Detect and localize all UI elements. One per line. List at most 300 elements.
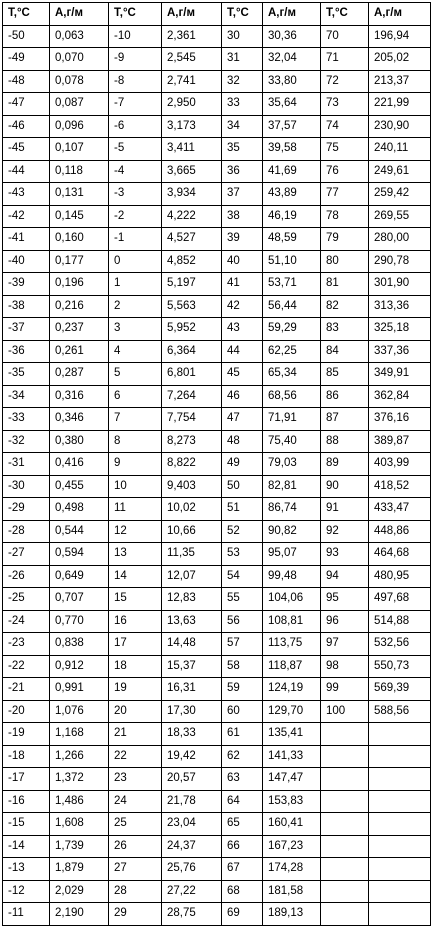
temperature-cell: -19 xyxy=(3,723,50,746)
humidity-cell: 129,70 xyxy=(263,700,321,723)
table-row xyxy=(3,745,431,768)
humidity-cell: 0,177 xyxy=(50,250,109,273)
temperature-cell: 59 xyxy=(222,678,263,701)
temperature-cell: 70 xyxy=(321,25,369,48)
temperature-cell: 95 xyxy=(321,588,369,611)
humidity-cell: 2,029 xyxy=(50,880,109,903)
table-row xyxy=(3,858,431,881)
temperature-cell: -21 xyxy=(3,678,50,701)
humidity-cell: 141,33 xyxy=(263,745,321,768)
temperature-cell: 36 xyxy=(222,160,263,183)
table-row xyxy=(3,498,431,521)
humidity-cell: 1,076 xyxy=(50,700,109,723)
humidity-cell: 514,88 xyxy=(369,610,431,633)
temperature-cell: 10 xyxy=(109,475,162,498)
humidity-cell: 337,36 xyxy=(369,340,431,363)
humidity-cell: 0,261 xyxy=(50,340,109,363)
temperature-cell: 81 xyxy=(321,273,369,296)
temperature-cell: 21 xyxy=(109,723,162,746)
humidity-cell: 480,95 xyxy=(369,565,431,588)
temperature-cell: 76 xyxy=(321,160,369,183)
temperature-cell: 15 xyxy=(109,588,162,611)
table-row xyxy=(3,70,431,93)
humidity-cell: 167,23 xyxy=(263,835,321,858)
header-temperature: T,°C xyxy=(109,3,162,26)
humidity-cell: 0,070 xyxy=(50,48,109,71)
header-row xyxy=(3,3,431,26)
temperature-cell: -20 xyxy=(3,700,50,723)
temperature-cell: 9 xyxy=(109,453,162,476)
temperature-cell: -28 xyxy=(3,520,50,543)
temperature-cell: -31 xyxy=(3,453,50,476)
humidity-cell: 325,18 xyxy=(369,318,431,341)
table-row xyxy=(3,835,431,858)
temperature-cell: 75 xyxy=(321,138,369,161)
humidity-cell: 2,545 xyxy=(162,48,222,71)
humidity-cell: 13,63 xyxy=(162,610,222,633)
temperature-cell: 23 xyxy=(109,768,162,791)
temperature-cell: 42 xyxy=(222,295,263,318)
temperature-cell: 27 xyxy=(109,858,162,881)
humidity-cell: 48,59 xyxy=(263,228,321,251)
table-row xyxy=(3,385,431,408)
table-row xyxy=(3,250,431,273)
temperature-cell: 6 xyxy=(109,385,162,408)
temperature-cell: 90 xyxy=(321,475,369,498)
temperature-cell: 99 xyxy=(321,678,369,701)
temperature-cell: 65 xyxy=(222,813,263,836)
humidity-cell: 5,197 xyxy=(162,273,222,296)
temperature-cell: 92 xyxy=(321,520,369,543)
temperature-cell: -17 xyxy=(3,768,50,791)
temperature-cell: -24 xyxy=(3,610,50,633)
temperature-cell: 39 xyxy=(222,228,263,251)
temperature-cell: 43 xyxy=(222,318,263,341)
temperature-cell: 63 xyxy=(222,768,263,791)
table-row xyxy=(3,93,431,116)
temperature-cell: 47 xyxy=(222,408,263,431)
temperature-cell: -3 xyxy=(109,183,162,206)
temperature-cell: -1 xyxy=(109,228,162,251)
temperature-cell: -25 xyxy=(3,588,50,611)
temperature-cell: 49 xyxy=(222,453,263,476)
humidity-cell: 10,66 xyxy=(162,520,222,543)
humidity-cell: 10,02 xyxy=(162,498,222,521)
temperature-cell: -22 xyxy=(3,655,50,678)
table-row xyxy=(3,790,431,813)
humidity-cell: 86,74 xyxy=(263,498,321,521)
table-row xyxy=(3,48,431,71)
table-row xyxy=(3,318,431,341)
table-row xyxy=(3,138,431,161)
temperature-cell: 96 xyxy=(321,610,369,633)
humidity-cell: 9,403 xyxy=(162,475,222,498)
humidity-cell: 37,57 xyxy=(263,115,321,138)
temperature-cell: -37 xyxy=(3,318,50,341)
humidity-cell: 39,58 xyxy=(263,138,321,161)
temperature-cell: 33 xyxy=(222,93,263,116)
humidity-cell: 181,58 xyxy=(263,880,321,903)
temperature-cell: -6 xyxy=(109,115,162,138)
table-row xyxy=(3,880,431,903)
humidity-cell: 418,52 xyxy=(369,475,431,498)
humidity-cell: 0,316 xyxy=(50,385,109,408)
temperature-cell: 18 xyxy=(109,655,162,678)
table-row xyxy=(3,183,431,206)
temperature-cell: -36 xyxy=(3,340,50,363)
temperature-cell: -48 xyxy=(3,70,50,93)
temperature-cell: -7 xyxy=(109,93,162,116)
humidity-cell: 0,131 xyxy=(50,183,109,206)
humidity-cell: 14,48 xyxy=(162,633,222,656)
temperature-cell: -38 xyxy=(3,295,50,318)
table-row xyxy=(3,115,431,138)
temperature-cell: -15 xyxy=(3,813,50,836)
temperature-cell: 16 xyxy=(109,610,162,633)
table-row xyxy=(3,295,431,318)
temperature-cell: 79 xyxy=(321,228,369,251)
humidity-cell: 0,912 xyxy=(50,655,109,678)
temperature-cell: 8 xyxy=(109,430,162,453)
table-row xyxy=(3,700,431,723)
humidity-cell: 8,273 xyxy=(162,430,222,453)
table-row xyxy=(3,678,431,701)
header-temperature: T,°C xyxy=(222,3,263,26)
humidity-cell: 4,222 xyxy=(162,205,222,228)
header-temperature: T,°C xyxy=(321,3,369,26)
humidity-cell: 19,42 xyxy=(162,745,222,768)
humidity-cell: 230,90 xyxy=(369,115,431,138)
humidity-cell: 313,36 xyxy=(369,295,431,318)
temperature-cell: 68 xyxy=(222,880,263,903)
humidity-cell: 0,544 xyxy=(50,520,109,543)
humidity-cell: 280,00 xyxy=(369,228,431,251)
humidity-cell: 160,41 xyxy=(263,813,321,836)
header-absolute-humidity: A,г/м xyxy=(369,3,431,26)
temperature-cell: 14 xyxy=(109,565,162,588)
table-row xyxy=(3,813,431,836)
humidity-cell: 7,264 xyxy=(162,385,222,408)
temperature-cell xyxy=(321,903,369,926)
table-row xyxy=(3,363,431,386)
humidity-cell: 249,61 xyxy=(369,160,431,183)
humidity-cell: 0,063 xyxy=(50,25,109,48)
humidity-cell: 7,754 xyxy=(162,408,222,431)
table-header xyxy=(3,3,431,26)
humidity-cell: 0,416 xyxy=(50,453,109,476)
humidity-cell: 20,57 xyxy=(162,768,222,791)
humidity-cell: 0,087 xyxy=(50,93,109,116)
header-absolute-humidity: A,г/м xyxy=(50,3,109,26)
humidity-cell: 389,87 xyxy=(369,430,431,453)
humidity-cell: 75,40 xyxy=(263,430,321,453)
temperature-cell: 93 xyxy=(321,543,369,566)
temperature-cell: 82 xyxy=(321,295,369,318)
temperature-cell: 66 xyxy=(222,835,263,858)
humidity-cell: 1,266 xyxy=(50,745,109,768)
temperature-cell: -43 xyxy=(3,183,50,206)
humidity-cell xyxy=(369,880,431,903)
table-row xyxy=(3,655,431,678)
humidity-cell: 403,99 xyxy=(369,453,431,476)
humidity-cell: 79,03 xyxy=(263,453,321,476)
humidity-cell: 65,34 xyxy=(263,363,321,386)
humidity-cell: 28,75 xyxy=(162,903,222,926)
humidity-cell: 221,99 xyxy=(369,93,431,116)
temperature-cell: 45 xyxy=(222,363,263,386)
humidity-cell xyxy=(369,903,431,926)
table-row xyxy=(3,205,431,228)
humidity-cell: 82,81 xyxy=(263,475,321,498)
temperature-cell: 60 xyxy=(222,700,263,723)
temperature-cell: 3 xyxy=(109,318,162,341)
humidity-cell: 205,02 xyxy=(369,48,431,71)
temperature-cell: 85 xyxy=(321,363,369,386)
temperature-cell: 26 xyxy=(109,835,162,858)
table-row xyxy=(3,610,431,633)
humidity-cell: 550,73 xyxy=(369,655,431,678)
humidity-cell: 448,86 xyxy=(369,520,431,543)
temperature-cell: 24 xyxy=(109,790,162,813)
temperature-cell: -32 xyxy=(3,430,50,453)
humidity-cell: 269,55 xyxy=(369,205,431,228)
temperature-cell: 80 xyxy=(321,250,369,273)
humidity-cell: 259,42 xyxy=(369,183,431,206)
table-row xyxy=(3,453,431,476)
temperature-cell: -42 xyxy=(3,205,50,228)
humidity-cell: 0,770 xyxy=(50,610,109,633)
humidity-cell: 196,94 xyxy=(369,25,431,48)
temperature-cell: 89 xyxy=(321,453,369,476)
temperature-cell: -49 xyxy=(3,48,50,71)
table-row xyxy=(3,633,431,656)
temperature-cell: 22 xyxy=(109,745,162,768)
humidity-cell: 6,801 xyxy=(162,363,222,386)
temperature-cell: -12 xyxy=(3,880,50,903)
temperature-cell: 64 xyxy=(222,790,263,813)
temperature-cell: -47 xyxy=(3,93,50,116)
humidity-cell: 135,41 xyxy=(263,723,321,746)
temperature-cell xyxy=(321,835,369,858)
humidity-cell: 124,19 xyxy=(263,678,321,701)
table-row xyxy=(3,520,431,543)
temperature-cell: -4 xyxy=(109,160,162,183)
temperature-cell: 11 xyxy=(109,498,162,521)
humidity-cell: 53,71 xyxy=(263,273,321,296)
humidity-table xyxy=(2,2,431,926)
humidity-cell: 0,078 xyxy=(50,70,109,93)
humidity-cell: 0,118 xyxy=(50,160,109,183)
table-row xyxy=(3,408,431,431)
temperature-cell: 28 xyxy=(109,880,162,903)
table-row xyxy=(3,228,431,251)
temperature-cell: 50 xyxy=(222,475,263,498)
temperature-cell: -35 xyxy=(3,363,50,386)
temperature-cell: 72 xyxy=(321,70,369,93)
temperature-cell: -23 xyxy=(3,633,50,656)
humidity-cell: 21,78 xyxy=(162,790,222,813)
temperature-cell: -18 xyxy=(3,745,50,768)
temperature-cell: 34 xyxy=(222,115,263,138)
temperature-cell xyxy=(321,813,369,836)
temperature-cell: 83 xyxy=(321,318,369,341)
temperature-cell: 62 xyxy=(222,745,263,768)
temperature-cell: -34 xyxy=(3,385,50,408)
temperature-cell: -50 xyxy=(3,25,50,48)
humidity-cell: 0,991 xyxy=(50,678,109,701)
humidity-cell: 433,47 xyxy=(369,498,431,521)
temperature-cell: 31 xyxy=(222,48,263,71)
temperature-cell: 32 xyxy=(222,70,263,93)
temperature-cell: -45 xyxy=(3,138,50,161)
humidity-cell: 2,361 xyxy=(162,25,222,48)
temperature-cell: -10 xyxy=(109,25,162,48)
temperature-cell xyxy=(321,858,369,881)
humidity-cell: 113,75 xyxy=(263,633,321,656)
table-row xyxy=(3,768,431,791)
temperature-cell: -26 xyxy=(3,565,50,588)
temperature-cell: -30 xyxy=(3,475,50,498)
table-row xyxy=(3,273,431,296)
table-row xyxy=(3,723,431,746)
humidity-cell: 0,107 xyxy=(50,138,109,161)
header-absolute-humidity: A,г/м xyxy=(162,3,222,26)
temperature-cell: 1 xyxy=(109,273,162,296)
temperature-cell: 4 xyxy=(109,340,162,363)
temperature-cell: 5 xyxy=(109,363,162,386)
humidity-cell: 376,16 xyxy=(369,408,431,431)
temperature-cell: 52 xyxy=(222,520,263,543)
table-row xyxy=(3,903,431,926)
table-row xyxy=(3,475,431,498)
humidity-cell xyxy=(369,790,431,813)
humidity-cell: 153,83 xyxy=(263,790,321,813)
humidity-cell: 71,91 xyxy=(263,408,321,431)
humidity-cell: 33,80 xyxy=(263,70,321,93)
temperature-cell xyxy=(321,745,369,768)
humidity-cell: 27,22 xyxy=(162,880,222,903)
temperature-cell: 37 xyxy=(222,183,263,206)
humidity-cell: 11,35 xyxy=(162,543,222,566)
temperature-cell: 67 xyxy=(222,858,263,881)
temperature-cell: -11 xyxy=(3,903,50,926)
temperature-cell: -16 xyxy=(3,790,50,813)
humidity-cell: 240,11 xyxy=(369,138,431,161)
humidity-cell: 0,216 xyxy=(50,295,109,318)
temperature-cell: 35 xyxy=(222,138,263,161)
humidity-cell: 0,346 xyxy=(50,408,109,431)
humidity-cell: 16,31 xyxy=(162,678,222,701)
temperature-cell: 30 xyxy=(222,25,263,48)
temperature-cell: 69 xyxy=(222,903,263,926)
humidity-cell: 0,455 xyxy=(50,475,109,498)
temperature-cell: -29 xyxy=(3,498,50,521)
temperature-cell: 0 xyxy=(109,250,162,273)
temperature-cell: 98 xyxy=(321,655,369,678)
humidity-cell: 32,04 xyxy=(263,48,321,71)
temperature-cell: 13 xyxy=(109,543,162,566)
temperature-cell: 55 xyxy=(222,588,263,611)
humidity-cell: 6,364 xyxy=(162,340,222,363)
temperature-cell: 71 xyxy=(321,48,369,71)
temperature-cell: 58 xyxy=(222,655,263,678)
temperature-cell: -33 xyxy=(3,408,50,431)
temperature-cell: -5 xyxy=(109,138,162,161)
humidity-cell: 0,145 xyxy=(50,205,109,228)
temperature-cell: -46 xyxy=(3,115,50,138)
temperature-cell: 2 xyxy=(109,295,162,318)
humidity-cell: 0,707 xyxy=(50,588,109,611)
temperature-cell: 53 xyxy=(222,543,263,566)
humidity-cell: 3,173 xyxy=(162,115,222,138)
temperature-cell: 51 xyxy=(222,498,263,521)
table-row xyxy=(3,160,431,183)
humidity-cell: 1,608 xyxy=(50,813,109,836)
humidity-cell: 90,82 xyxy=(263,520,321,543)
humidity-cell: 1,372 xyxy=(50,768,109,791)
humidity-cell: 108,81 xyxy=(263,610,321,633)
humidity-cell: 95,07 xyxy=(263,543,321,566)
temperature-cell: 86 xyxy=(321,385,369,408)
humidity-cell: 0,649 xyxy=(50,565,109,588)
temperature-cell: 25 xyxy=(109,813,162,836)
humidity-cell xyxy=(369,723,431,746)
temperature-cell: 57 xyxy=(222,633,263,656)
temperature-cell: -41 xyxy=(3,228,50,251)
temperature-cell: -27 xyxy=(3,543,50,566)
humidity-cell: 18,33 xyxy=(162,723,222,746)
humidity-cell: 23,04 xyxy=(162,813,222,836)
humidity-cell: 0,380 xyxy=(50,430,109,453)
temperature-cell: 78 xyxy=(321,205,369,228)
humidity-cell: 5,563 xyxy=(162,295,222,318)
humidity-cell xyxy=(369,858,431,881)
humidity-cell: 8,822 xyxy=(162,453,222,476)
header-temperature: T,°C xyxy=(3,3,50,26)
temperature-cell: -14 xyxy=(3,835,50,858)
temperature-cell: 77 xyxy=(321,183,369,206)
humidity-cell: 1,486 xyxy=(50,790,109,813)
temperature-cell: -9 xyxy=(109,48,162,71)
table-body xyxy=(3,25,431,925)
humidity-cell: 2,950 xyxy=(162,93,222,116)
temperature-cell: 91 xyxy=(321,498,369,521)
humidity-cell: 30,36 xyxy=(263,25,321,48)
humidity-cell: 35,64 xyxy=(263,93,321,116)
humidity-cell xyxy=(369,835,431,858)
humidity-cell: 0,237 xyxy=(50,318,109,341)
table-row xyxy=(3,430,431,453)
temperature-cell xyxy=(321,790,369,813)
humidity-cell: 0,498 xyxy=(50,498,109,521)
humidity-cell: 362,84 xyxy=(369,385,431,408)
humidity-cell: 4,527 xyxy=(162,228,222,251)
humidity-cell: 0,096 xyxy=(50,115,109,138)
humidity-cell: 5,952 xyxy=(162,318,222,341)
temperature-cell: -8 xyxy=(109,70,162,93)
humidity-cell: 290,78 xyxy=(369,250,431,273)
table-row xyxy=(3,543,431,566)
temperature-cell: 40 xyxy=(222,250,263,273)
temperature-cell: 87 xyxy=(321,408,369,431)
temperature-cell: 56 xyxy=(222,610,263,633)
humidity-cell xyxy=(369,813,431,836)
temperature-cell: 20 xyxy=(109,700,162,723)
temperature-cell: 41 xyxy=(222,273,263,296)
header-absolute-humidity: A,г/м xyxy=(263,3,321,26)
humidity-cell: 1,879 xyxy=(50,858,109,881)
temperature-cell: 17 xyxy=(109,633,162,656)
